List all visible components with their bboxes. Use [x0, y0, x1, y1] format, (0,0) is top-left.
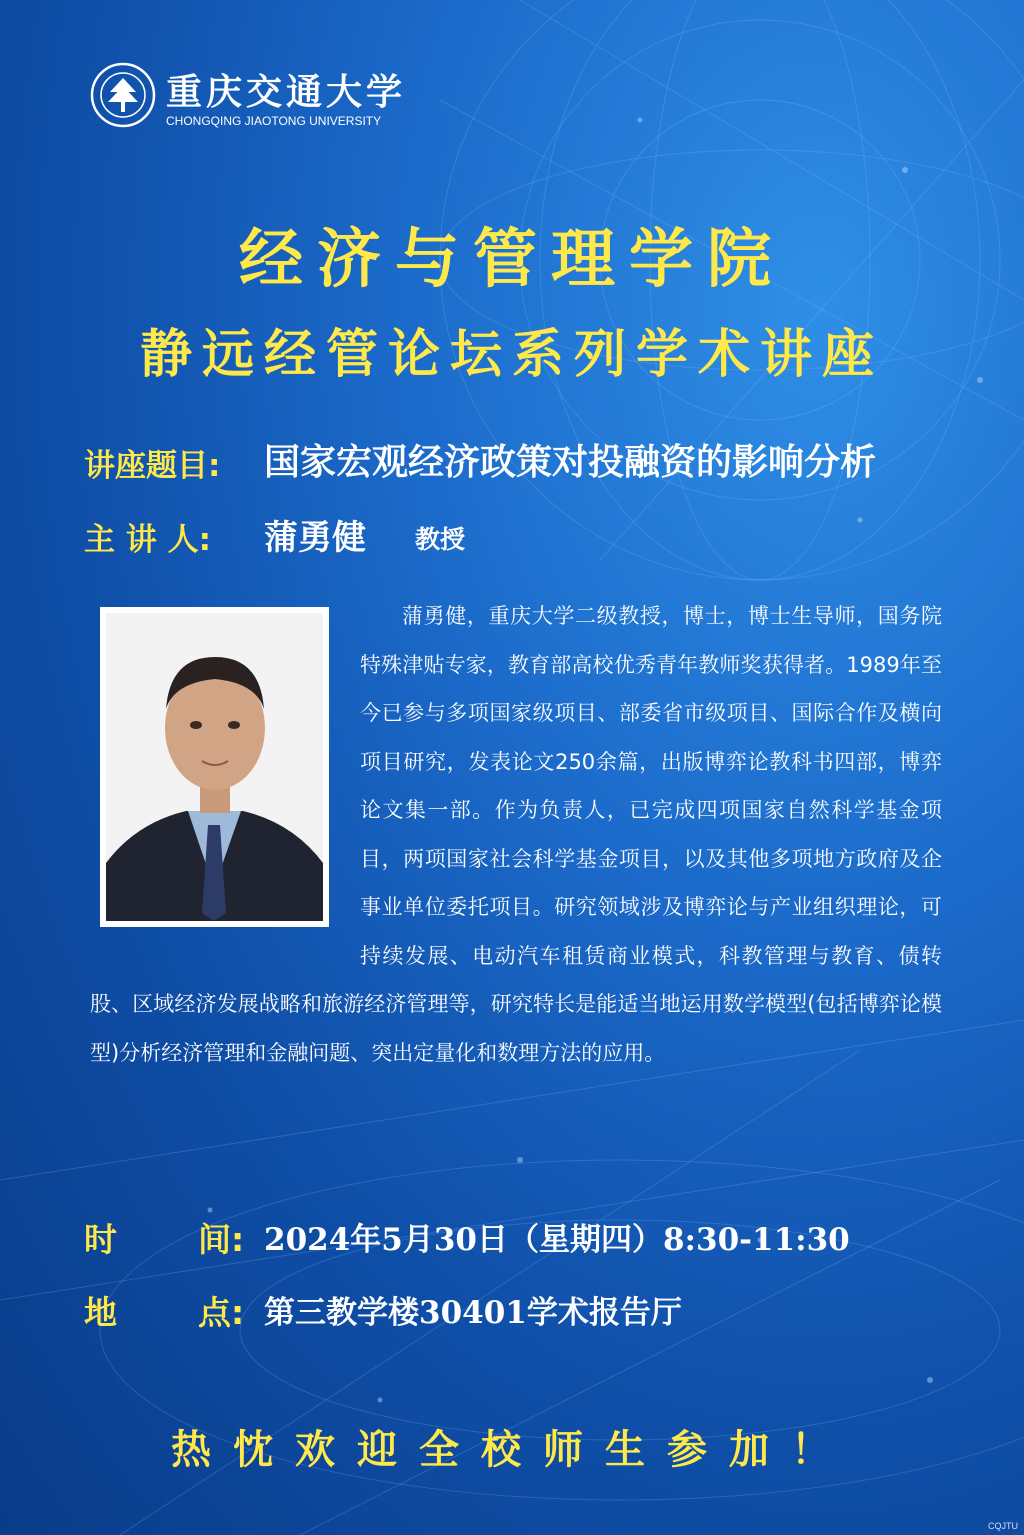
bio-photo-spacer [90, 592, 360, 932]
university-seal-icon [90, 62, 156, 128]
topic-value: 国家宏观经济政策对投融资的影响分析 [264, 441, 877, 483]
university-logo [90, 62, 407, 132]
speaker-title: 教授 [415, 525, 466, 554]
topic-label: 讲座题目: [84, 448, 221, 484]
forum-title: 静远经管论坛系列学术讲座 [139, 324, 884, 385]
place-label-part1: 地 [84, 1293, 117, 1332]
time-value: 2024年5月30日（星期四）8:30-11:30 [264, 1222, 850, 1258]
university-name-en: CHONGQING JIAOTONG UNIVERSITY [166, 114, 382, 128]
speaker-label: 主 讲 人: [84, 522, 211, 558]
welcome-message: 热忱欢迎全校师生参加！ [171, 1427, 853, 1473]
speaker-name: 蒲勇健 [264, 518, 366, 558]
place-label-part2: 点: [198, 1293, 245, 1332]
watermark: CQJTU [988, 1521, 1018, 1531]
bio-text: 蒲勇健，重庆大学二级教授，博士，博士生导师，国务院特殊津贴专家，教育部高校优秀青年教师奖获得者。1989年至今已参与多项国家级项目、部委省市级项目、国际合作及横向项目研究，发表论文250余篇，出版博弈论教科书四部，博弈论文集一部。作为负责人，已完成四项国家自然科学基金项目，两项国家社会科学基金项目，以及其他多项地方政府及企事业单位委托项目。研究领域涉及博弈论与产业组织理论，可持续发展、电动汽车租赁商业模式，科教管理与教育、债转股、区域经济发展战略和旅游经济管理等，研究特长是能适当地运用数学模型(包括博弈论模型)分析经济管理和金融问题、突出定量化和数理方法的应用。 [90, 604, 942, 1065]
time-label-part1: 时 [84, 1220, 117, 1259]
speaker-bio [90, 592, 942, 1077]
school-title: 经济与管理学院 [239, 222, 785, 297]
university-name-cn: 重庆交通大学 [166, 71, 407, 113]
time-label-part2: 间: [198, 1220, 245, 1259]
place-value: 第三教学楼30401学术报告厅 [264, 1295, 682, 1331]
